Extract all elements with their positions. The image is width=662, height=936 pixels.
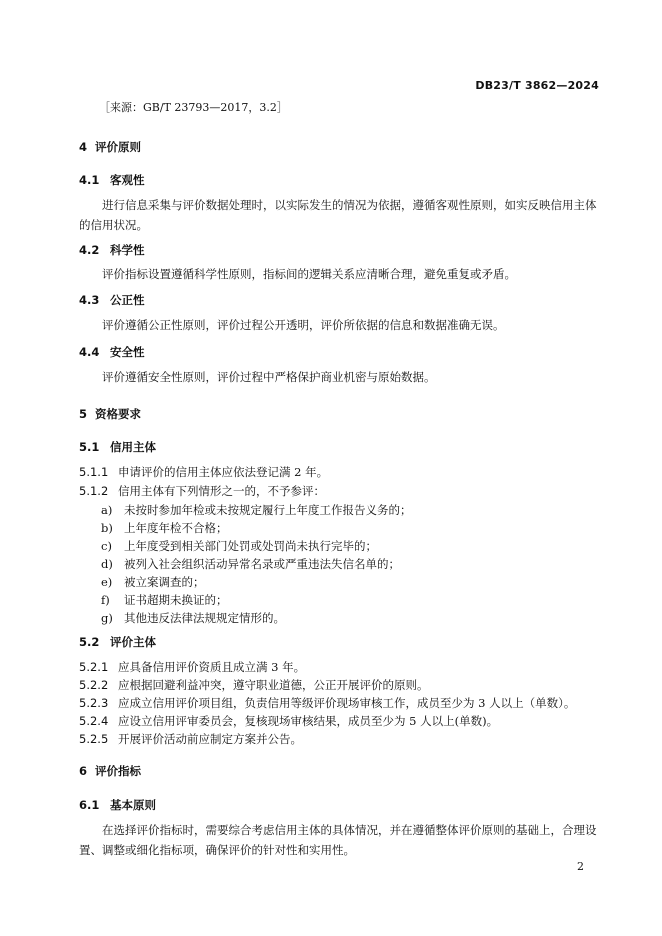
section-title: 科学性 xyxy=(110,243,145,257)
list-text: 其他违反法律法规规定情形的。 xyxy=(124,611,285,625)
list-item xyxy=(101,592,228,608)
list-label: e) xyxy=(101,575,113,589)
source-note: ［来源：GB/T 23793—2017，3.2］ xyxy=(99,101,288,114)
clause-number: 5.2.3 xyxy=(79,696,109,710)
section-number: 5 xyxy=(79,407,88,421)
clause-number: 5.2.5 xyxy=(79,732,109,746)
list-label: b) xyxy=(101,521,113,535)
section-4-4-body: 评价遵循安全性原则，评价过程中严格保护商业机密与原始数据。 xyxy=(102,370,436,384)
list-text: 上年度受到相关部门处罚或处罚尚未执行完毕的； xyxy=(124,539,377,553)
clause-text: 应设立信用评审委员会，复核现场审核结果，成员至少为 5 人以上(单数)。 xyxy=(118,714,499,728)
list-text: 上年度年检不合格； xyxy=(124,521,228,535)
clause-number: 5.1.1 xyxy=(79,465,109,479)
page-number: 2 xyxy=(577,860,584,873)
section-4-3-body: 评价遵循公正性原则，评价过程公开透明，评价所依据的信息和数据准确无误。 xyxy=(102,318,505,332)
list-item xyxy=(101,538,377,554)
section-6-1-heading xyxy=(79,797,156,813)
list-text: 未按时参加年检或未按规定履行上年度工作报告义务的； xyxy=(124,503,412,517)
section-number: 6.1 xyxy=(79,798,100,812)
clause-5-1-2 xyxy=(79,483,325,499)
section-4-3-heading xyxy=(79,292,145,308)
clause-5-2-1 xyxy=(79,659,305,675)
list-item xyxy=(101,520,228,536)
clause-number: 5.2.1 xyxy=(79,660,109,674)
clause-number: 5.2.4 xyxy=(79,714,109,728)
section-title: 评价主体 xyxy=(110,635,156,649)
list-text: 证书超期未换证的； xyxy=(124,593,228,607)
section-5-heading xyxy=(79,406,141,422)
section-6-heading xyxy=(79,763,141,779)
list-label: g) xyxy=(101,611,113,625)
section-number: 5.1 xyxy=(79,440,100,454)
section-5-1-heading xyxy=(79,439,156,455)
clause-5-2-4 xyxy=(79,713,498,729)
clause-5-2-2 xyxy=(79,677,429,693)
list-item xyxy=(101,556,400,572)
section-title: 安全性 xyxy=(110,345,145,359)
clause-5-2-5 xyxy=(79,731,302,747)
section-number: 4.1 xyxy=(79,173,100,187)
clause-text: 应具备信用评价资质且成立满 3 年。 xyxy=(118,660,306,674)
list-item xyxy=(101,610,285,626)
list-text: 被列入社会组织活动异常名录或严重违法失信名单的； xyxy=(124,557,400,571)
section-title: 客观性 xyxy=(110,173,145,187)
section-title: 资格要求 xyxy=(95,407,141,421)
clause-5-1-1 xyxy=(79,464,328,480)
section-4-4-heading xyxy=(79,344,145,360)
list-label: f) xyxy=(101,593,110,607)
section-title: 公正性 xyxy=(110,293,145,307)
section-number: 4 xyxy=(79,140,88,154)
section-number: 4.3 xyxy=(79,293,100,307)
list-item xyxy=(101,502,412,518)
section-4-2-heading xyxy=(79,242,145,258)
section-6-1-body: 在选择评价指标时，需要综合考虑信用主体的具体情况，并在遵循整体评价原则的基础上，合理设置、调整或细化指标项，确保评价的针对性和实用性。 xyxy=(79,823,597,857)
section-number: 4.2 xyxy=(79,243,100,257)
section-title: 评价原则 xyxy=(95,140,141,154)
section-4-1-heading xyxy=(79,172,145,188)
clause-text: 开展评价活动前应制定方案并公告。 xyxy=(118,732,302,746)
clause-number: 5.1.2 xyxy=(79,484,109,498)
section-title: 信用主体 xyxy=(110,440,156,454)
section-number: 6 xyxy=(79,764,88,778)
list-label: a) xyxy=(101,503,113,517)
section-5-2-heading xyxy=(79,634,156,650)
clause-number: 5.2.2 xyxy=(79,678,109,692)
clause-text: 申请评价的信用主体应依法登记满 2 年。 xyxy=(118,465,329,479)
section-4-heading xyxy=(79,139,141,155)
clause-text: 信用主体有下列情形之一的，不予参评： xyxy=(118,484,325,498)
document-number: DB23/T 3862—2024 xyxy=(475,79,599,92)
clause-5-2-3 xyxy=(79,695,575,711)
list-item xyxy=(101,574,205,590)
section-title: 基本原则 xyxy=(110,798,156,812)
section-title: 评价指标 xyxy=(95,764,141,778)
list-label: d) xyxy=(101,557,113,571)
clause-text: 应根据回避利益冲突，遵守职业道德，公正开展评价的原则。 xyxy=(118,678,429,692)
section-number: 4.4 xyxy=(79,345,100,359)
section-4-1-body: 进行信息采集与评价数据处理时，以实际发生的情况为依据，遵循客观性原则，如实反映信用主体的信用状况。 xyxy=(79,198,597,232)
section-number: 5.2 xyxy=(79,635,100,649)
list-text: 被立案调查的； xyxy=(124,575,205,589)
list-label: c) xyxy=(101,539,112,553)
clause-text: 应成立信用评价项目组，负责信用等级评价现场审核工作，成员至少为 3 人以上（单数）。 xyxy=(118,696,576,710)
section-4-2-body: 评价指标设置遵循科学性原则，指标间的逻辑关系应清晰合理，避免重复或矛盾。 xyxy=(102,267,516,281)
